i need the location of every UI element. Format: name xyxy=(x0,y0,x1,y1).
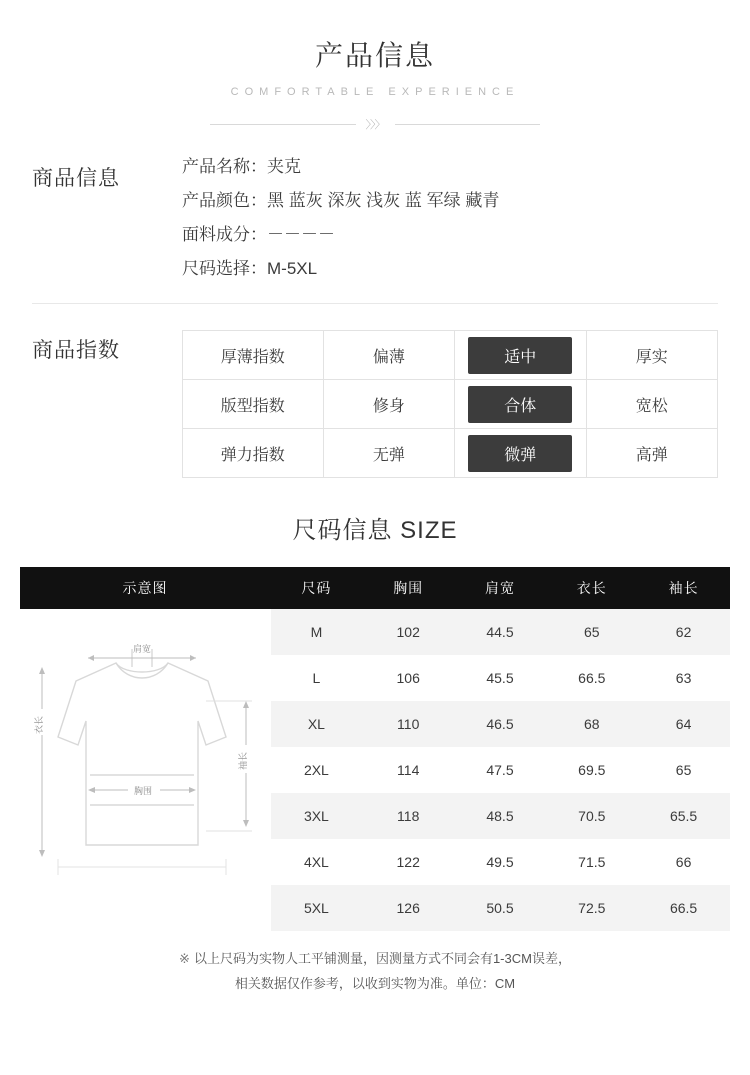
cell-chest: 106 xyxy=(362,655,454,701)
product-color-value: 黑 蓝灰 深灰 浅灰 蓝 军绿 藏青 xyxy=(267,191,500,210)
footnote-line-1 xyxy=(0,947,750,972)
page-header xyxy=(0,0,750,132)
cell-size: M xyxy=(271,609,363,655)
cell-chest: 126 xyxy=(362,885,454,931)
product-info-section xyxy=(0,158,750,277)
column-header-chest: 胸围 xyxy=(362,567,454,609)
size-choice-label: 尺码选择： xyxy=(182,259,267,278)
size-table xyxy=(20,567,730,931)
cell-shoulder: 47.5 xyxy=(454,747,546,793)
list-item xyxy=(182,260,718,277)
chevrons-right-icon: 〉〉〉 xyxy=(365,119,385,131)
table-row xyxy=(183,331,718,380)
table-row xyxy=(183,380,718,429)
cell-shoulder: 44.5 xyxy=(454,609,546,655)
header-divider xyxy=(210,116,540,132)
cell-sleeve: 62 xyxy=(638,609,730,655)
page-title: 产品信息 xyxy=(314,40,435,71)
cell-length: 71.5 xyxy=(546,839,638,885)
index-option-selected[interactable] xyxy=(455,331,586,380)
table-row xyxy=(183,429,718,478)
size-diagram xyxy=(20,609,271,931)
list-item xyxy=(182,226,718,243)
index-option-selected[interactable] xyxy=(455,429,586,478)
table-header-row xyxy=(20,567,730,609)
index-option-selected[interactable] xyxy=(455,380,586,429)
footnote-text-1: 以上尺码为实物人工平铺测量，因测量方式不同会有1-3CM误差， xyxy=(193,951,571,966)
index-option-left[interactable]: 修身 xyxy=(323,380,454,429)
cell-sleeve: 65 xyxy=(638,747,730,793)
cell-sleeve: 65.5 xyxy=(638,793,730,839)
size-choice-value: M-5XL xyxy=(267,259,318,278)
column-header-length: 衣长 xyxy=(546,567,638,609)
cell-chest: 110 xyxy=(362,701,454,747)
cell-size: 2XL xyxy=(271,747,363,793)
product-name-label: 产品名称： xyxy=(182,157,267,176)
svg-text:胸围: 胸围 xyxy=(133,786,153,796)
cell-size: 3XL xyxy=(271,793,363,839)
cell-shoulder: 49.5 xyxy=(454,839,546,885)
footnote-line-2: 相关数据仅作参考，以收到实物为准。单位：CM xyxy=(234,975,516,991)
list-item xyxy=(182,192,718,209)
table-row xyxy=(20,609,730,655)
cell-length: 69.5 xyxy=(546,747,638,793)
column-header-size: 尺码 xyxy=(271,567,363,609)
product-info-title: 商品信息 xyxy=(32,167,120,190)
product-index-title: 商品指数 xyxy=(32,339,120,362)
svg-text:袖长: 袖长 xyxy=(238,751,248,771)
asterisk-icon: ※ xyxy=(179,951,190,966)
index-option-right[interactable]: 宽松 xyxy=(586,380,718,429)
page-subtitle: COMFORTABLE EXPERIENCE xyxy=(230,86,520,98)
size-table-wrapper xyxy=(0,567,750,931)
cell-length: 72.5 xyxy=(546,885,638,931)
cell-sleeve: 66.5 xyxy=(638,885,730,931)
index-selected-chip: 适中 xyxy=(468,337,572,374)
svg-text:衣长: 衣长 xyxy=(34,715,44,735)
index-table xyxy=(182,330,718,478)
cell-length: 65 xyxy=(546,609,638,655)
index-option-left[interactable]: 无弹 xyxy=(323,429,454,478)
section-divider xyxy=(32,303,718,304)
cell-size: 4XL xyxy=(271,839,363,885)
product-name-value: 夹克 xyxy=(267,157,301,176)
cell-shoulder: 50.5 xyxy=(454,885,546,931)
index-option-right[interactable]: 高弹 xyxy=(586,429,718,478)
index-row-name: 版型指数 xyxy=(183,380,324,429)
product-index-section xyxy=(0,330,750,478)
index-row-name: 厚薄指数 xyxy=(183,331,324,380)
column-header-diagram: 示意图 xyxy=(20,567,271,609)
cell-length: 70.5 xyxy=(546,793,638,839)
cell-length: 66.5 xyxy=(546,655,638,701)
product-color-label: 产品颜色： xyxy=(182,191,267,210)
list-item xyxy=(182,158,718,175)
cell-size: XL xyxy=(271,701,363,747)
index-option-left[interactable]: 偏薄 xyxy=(323,331,454,380)
cell-shoulder: 48.5 xyxy=(454,793,546,839)
size-section-heading: 尺码信息 SIZE xyxy=(292,517,458,544)
divider-line-right xyxy=(395,124,541,125)
fabric-value: －－－－ xyxy=(267,225,335,244)
cell-chest: 102 xyxy=(362,609,454,655)
cell-length: 68 xyxy=(546,701,638,747)
cell-sleeve: 64 xyxy=(638,701,730,747)
cell-shoulder: 46.5 xyxy=(454,701,546,747)
index-option-right[interactable]: 厚实 xyxy=(586,331,718,380)
cell-sleeve: 63 xyxy=(638,655,730,701)
cell-sleeve: 66 xyxy=(638,839,730,885)
cell-size: 5XL xyxy=(271,885,363,931)
column-header-shoulder: 肩宽 xyxy=(454,567,546,609)
cell-shoulder: 45.5 xyxy=(454,655,546,701)
fabric-label: 面料成分： xyxy=(182,225,267,244)
svg-text:肩宽: 肩宽 xyxy=(132,644,152,654)
cell-chest: 122 xyxy=(362,839,454,885)
cell-size: L xyxy=(271,655,363,701)
cell-chest: 118 xyxy=(362,793,454,839)
column-header-sleeve: 袖长 xyxy=(638,567,730,609)
product-info-list xyxy=(182,158,718,277)
index-row-name: 弹力指数 xyxy=(183,429,324,478)
index-selected-chip: 合体 xyxy=(468,386,572,423)
cell-chest: 114 xyxy=(362,747,454,793)
index-selected-chip: 微弹 xyxy=(468,435,572,472)
size-footnote xyxy=(0,947,750,996)
divider-line-left xyxy=(210,124,356,125)
